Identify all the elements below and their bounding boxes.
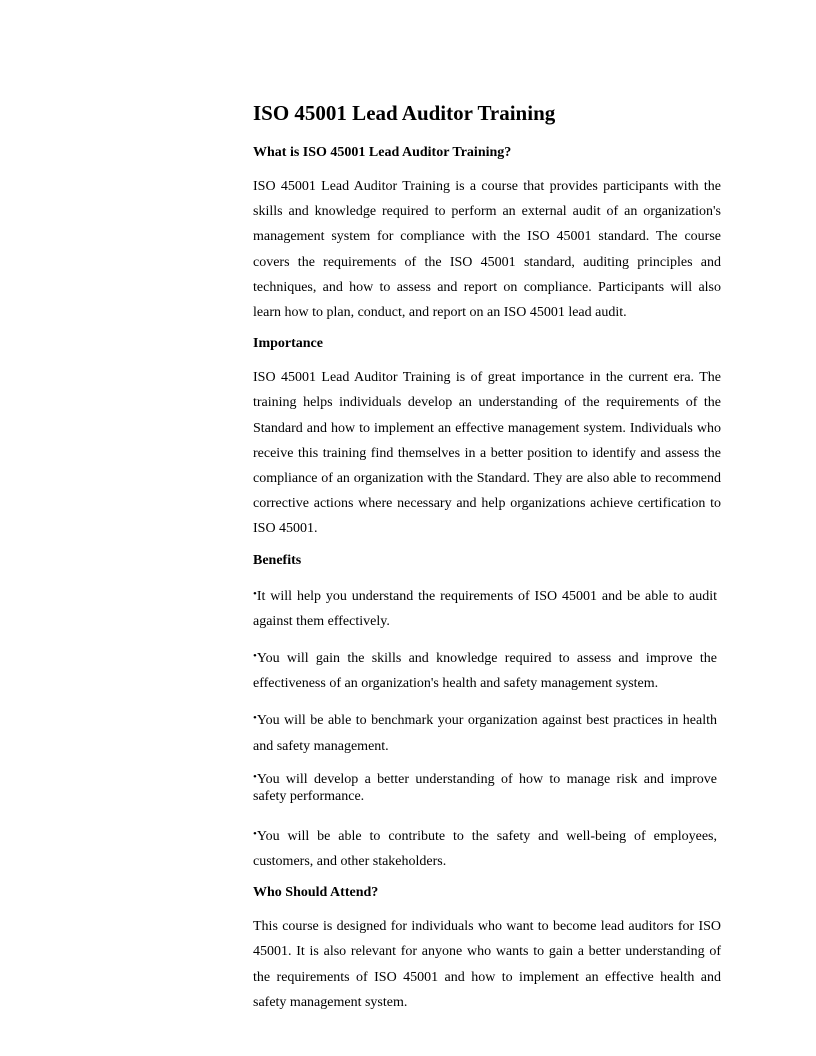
benefit-text: You will develop a better understanding of how to manage risk and improve safety performance.	[253, 771, 717, 804]
benefit-text: You will gain the skills and knowledge required to assess and improve the effectiveness of an organization's health and safety management system.	[253, 651, 717, 692]
bullet-icon: •	[253, 587, 257, 600]
section-heading-benefits: Benefits	[253, 552, 302, 568]
benefit-item	[253, 582, 717, 634]
section-heading-what-is: What is ISO 45001 Lead Auditor Training?	[253, 145, 512, 160]
benefit-item	[253, 822, 717, 874]
benefit-item	[253, 706, 717, 758]
page-title: ISO 45001 Lead Auditor Training	[253, 101, 556, 125]
bullet-icon: •	[253, 770, 257, 783]
section-text-importance: ISO 45001 Lead Auditor Training is of great importance in the current era. The training helps individuals develop an understanding of the requirements of the Standard and how to implement an effective management system. Individuals who receive this training find themselves in a better position to identify and assess the compliance of an organization with the Standard. They are also able to recommend corrective actions where necessary and help organizations achieve certification to ISO 45001.	[253, 370, 721, 537]
benefit-text: You will be able to benchmark your organization against best practices in health and safety management.	[253, 713, 717, 754]
section-heading-importance: Importance	[253, 336, 323, 352]
benefit-item	[253, 644, 717, 696]
bullet-icon: •	[253, 712, 257, 725]
section-heading-who-should-attend: Who Should Attend?	[253, 885, 379, 901]
bullet-icon: •	[253, 827, 257, 840]
benefit-item	[253, 769, 717, 805]
benefit-text: It will help you understand the requirements of ISO 45001 and be able to audit against them effectively.	[253, 588, 717, 629]
section-text-who-should-attend: This course is designed for individuals who want to become lead auditors for ISO 45001. It is also relevant for anyone who wants to gain a better understanding of the requirements of ISO 45001 and how to implement an effective health and safety management system.	[253, 919, 721, 1010]
benefit-text: You will be able to contribute to the safety and well-being of employees, customers, and other stakeholders.	[253, 828, 717, 870]
bullet-icon: •	[253, 650, 257, 663]
section-text-what-is: ISO 45001 Lead Auditor Training is a course that provides participants with the skills and knowledge required to perform an external audit of an organization's management system for compliance with the ISO 45001 standard. The course covers the requirements of the ISO 45001 standard, auditing principles and techniques, and how to assess and report on compliance. Participants will also learn how to plan, conduct, and report on an ISO 45001 lead audit.	[253, 179, 721, 321]
document-page	[253, 100, 721, 1025]
